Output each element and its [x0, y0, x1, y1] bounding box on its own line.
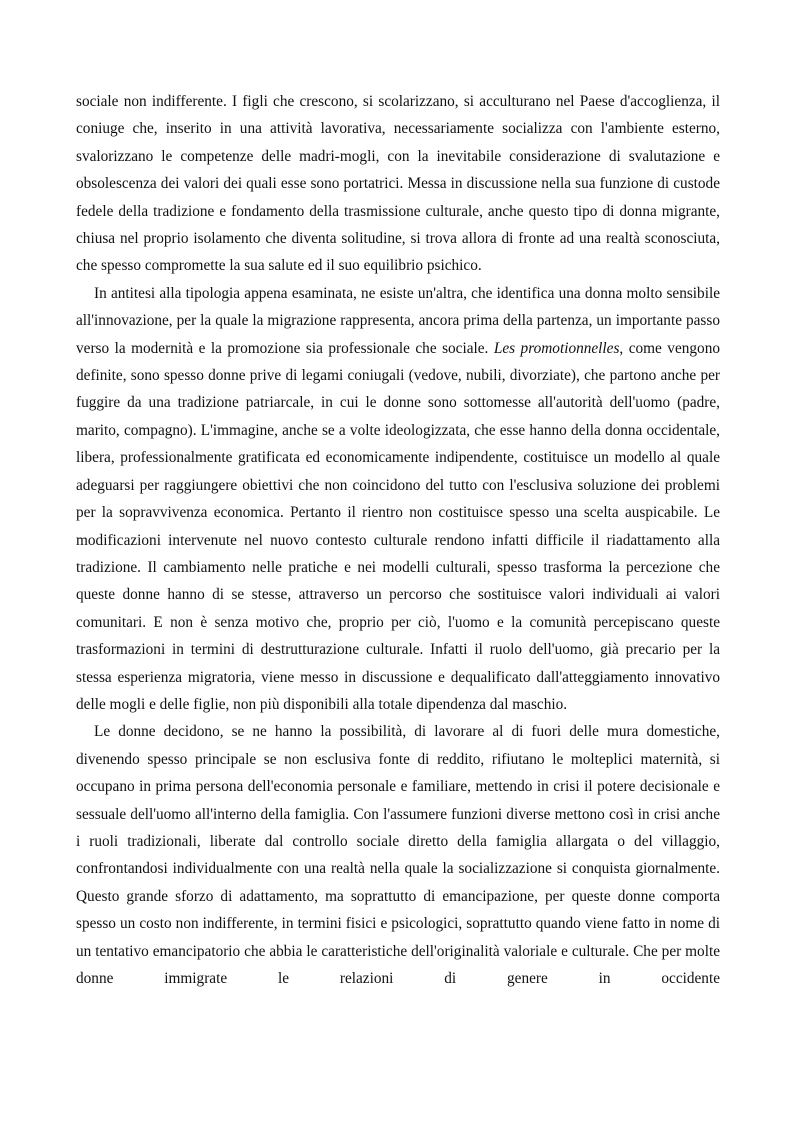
paragraph-2-text-start: In antitesi alla tipologia appena esaminata, ne esiste un'altra, che identifica una donna molto sensibile all'innovazione, per la quale la migrazione rappresenta, ancora prima della partenza, un importante passo verso la modernità e la promozione sia professionale che sociale.: [76, 284, 720, 357]
document-page: [76, 88, 720, 992]
paragraph-1: sociale non indifferente. I figli che crescono, si scolarizzano, si acculturano nel Paese d'accoglienza, il coniuge che, inserito in una attività lavorativa, necessariamente socializza con l'ambiente esterno, svalorizzano le competenze delle madri-mogli, con la inevitabile considerazione di svalutazione e obsolescenza dei valori dei quali esse sono portatrici. Messa in discussione nella sua funzione di custode fedele della tradizione e fondamento della trasmissione culturale, anche questo tipo di donna migrante, chiusa nel proprio isolamento che diventa solitudine, si trova allora di fronte ad una realtà sconosciuta, che spesso compromette la sua salute ed il suo equilibrio psichico.: [76, 93, 720, 275]
italic-term-les-promotionnelles: Les promotionnelles: [493, 339, 620, 357]
paragraph-2-text-end: , come vengono definite, sono spesso donne prive di legami coniugali (vedove, nubili, divorziate), che partono anche per fuggire da una tradizione patriarcale, in cui le donne sono sottomesse all'autorità dell'uomo (padre, marito, compagno). L'immagine, anche se a volte ideologizzata, che esse hanno della donna occidentale, libera, professionalmente gratificata ed economicamente indipendente, costituisce un modello al quale adeguarsi per raggiungere obiettivi che non coincidono del tutto con l'esclusiva soluzione dei problemi per la sopravvivenza economica. Pertanto il rientro non costituisce spesso una scelta auspicabile. Le modificazioni intervenute nel nuovo contesto culturale rendono infatti difficile il riadattamento alla tradizione. Il cambiamento nelle pratiche e nei modelli culturali, spesso trasforma la percezione che queste donne hanno di se stesse, attraverso un percorso che sostituisce valori individuali ai valori comunitari. E non è senza motivo che, proprio per ciò, l'uomo e la comunità percepiscano queste trasformazioni in termini di destrutturazione culturale. Infatti il ruolo dell'uomo, già precario per la stessa esperienza migratoria, viene messo in discussione e dequalificato dall'atteggiamento innovativo delle mogli e delle figlie, non più disponibili alla totale dipendenza dal maschio.: [76, 339, 720, 713]
paragraph-2: [76, 280, 720, 719]
paragraph-3: Le donne decidono, se ne hanno la possibilità, di lavorare al di fuori delle mura domestiche, divenendo spesso principale se non esclusiva fonte di reddito, rifiutano le molteplici maternità, si occupano in prima persona dell'economia personale e familiare, mettendo in crisi il potere decisionale e sessuale dell'uomo all'interno della famiglia. Con l'assumere funzioni diverse mettono così in crisi anche i ruoli tradizionali, liberate dal controllo sociale diretto della famiglia allargata o del villaggio, confrontandosi individualmente con una realtà nella quale la socializzazione si conquista giornalmente. Questo grande sforzo di adattamento, ma soprattutto di emancipazione, per queste donne comporta spesso un costo non indifferente, in termini fisici e psicologici, soprattutto quando viene fatto in nome di un tentativo emancipatorio che abbia le caratteristiche dell'originalità valoriale e culturale. Che per molte donne immigrate le relazioni di genere in occidente: [76, 723, 720, 987]
